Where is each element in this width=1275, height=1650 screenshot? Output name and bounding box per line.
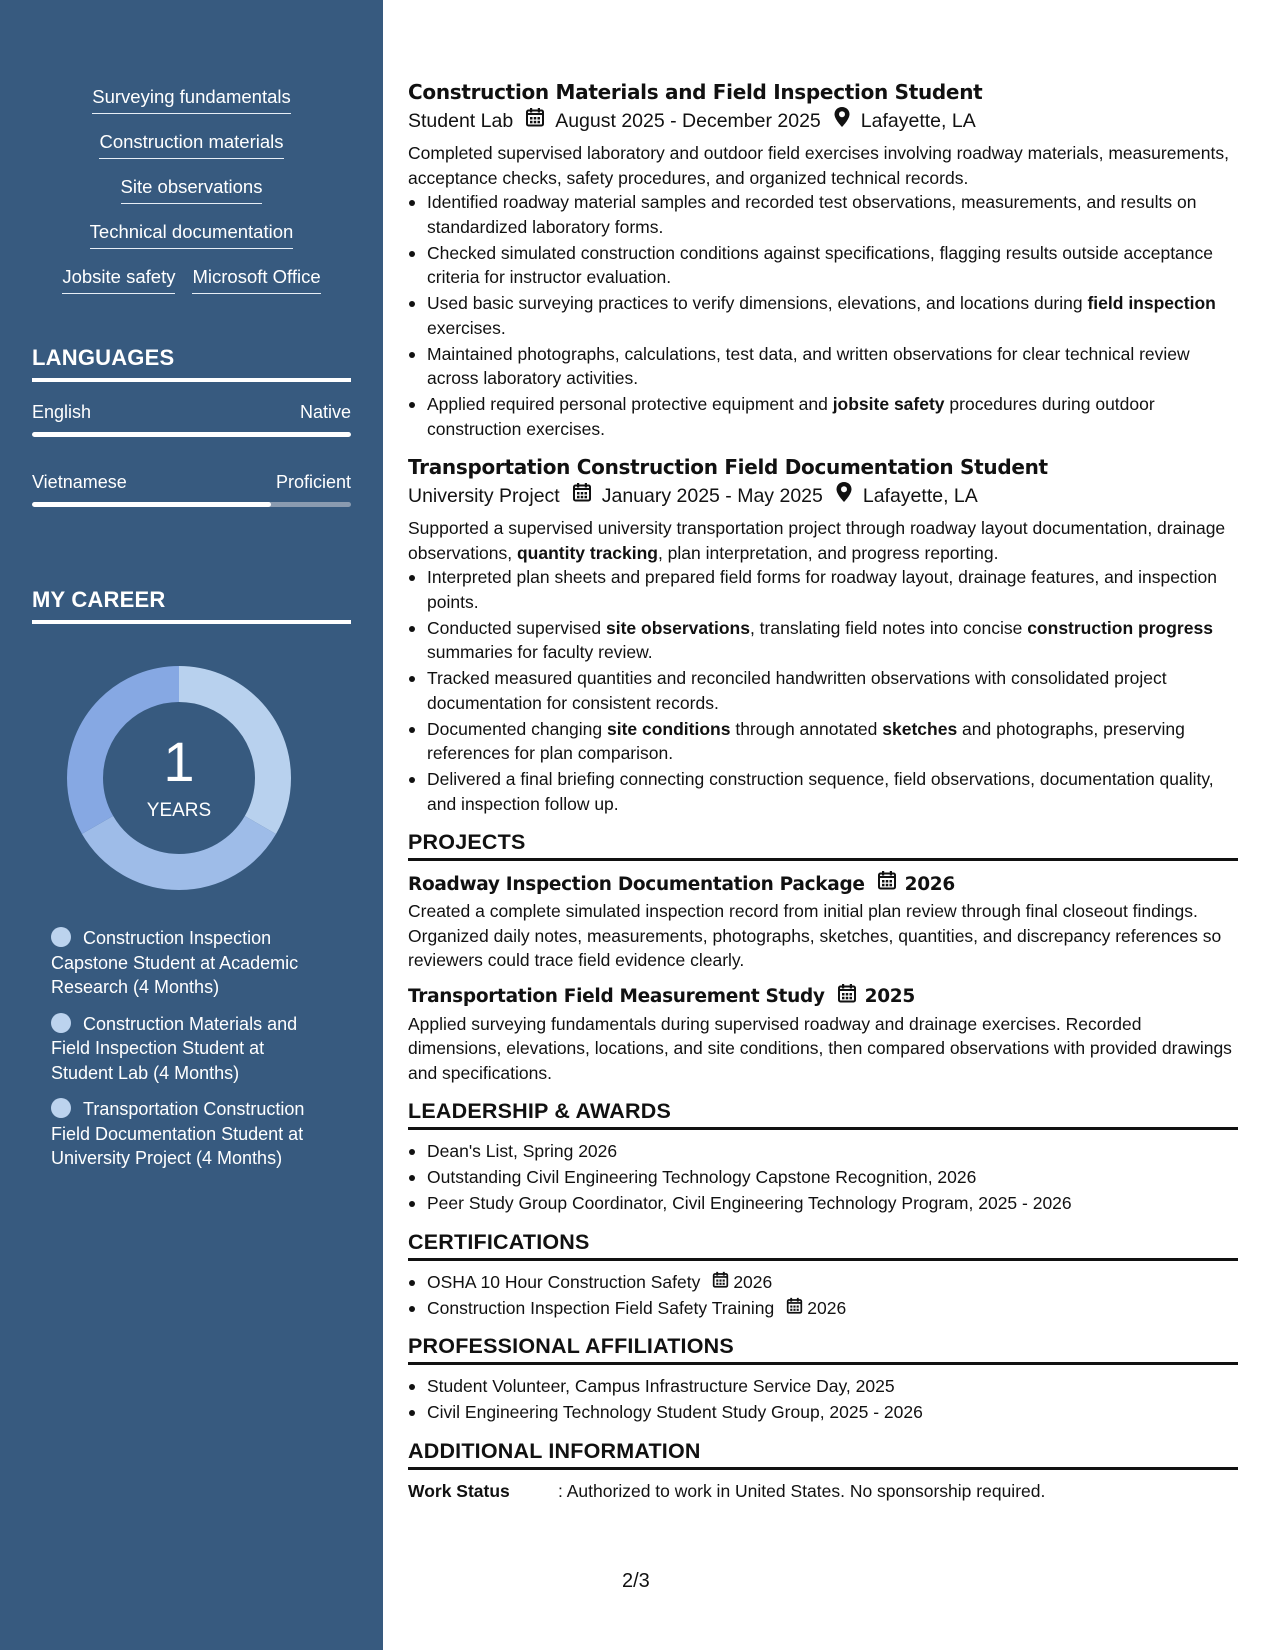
career-years-number: 1 — [163, 730, 195, 793]
affiliation-item: Student Volunteer, Campus Infrastructure Service Day, 2025 — [408, 1374, 1238, 1399]
certifications-section — [408, 1230, 1238, 1321]
sidebar — [0, 0, 383, 1650]
career-list — [51, 926, 331, 1183]
job-dates: January 2025 - May 2025 — [601, 485, 823, 507]
main-content — [408, 78, 1238, 1503]
job-bullets — [408, 190, 1238, 441]
project-title: Roadway Inspection Documentation Package — [408, 873, 865, 895]
job-bullet: Used basic surveying practices to verify dimensions, elevations, and locations during field inspection exercises. — [408, 291, 1238, 340]
skills-row — [32, 176, 351, 221]
calendar-icon — [877, 870, 897, 899]
skill-tag: Technical documentation — [90, 221, 294, 249]
project-description: Created a complete simulated inspection record from initial plan review through final closeout findings. Organized daily notes, measurements, photographs, sketches, quantities, and discrepancy references so reviewers could trace field evidence clearly. — [408, 901, 1222, 970]
languages-heading: LANGUAGES — [32, 345, 351, 382]
project-year: 2026 — [904, 873, 955, 895]
job-bullet: Conducted supervised site observations, translating field notes into concise construction progress summaries for faculty review. — [408, 616, 1238, 665]
projects-heading: PROJECTS — [408, 830, 1238, 861]
affiliations-section — [408, 1334, 1238, 1425]
career-item: Construction Inspection Capstone Student at Academic Research (4 Months) — [51, 928, 299, 997]
location-pin-icon — [833, 106, 851, 136]
location-pin-icon — [835, 481, 853, 511]
language-english — [32, 402, 351, 437]
additional-section — [408, 1439, 1238, 1503]
skills-row — [32, 131, 351, 176]
project-year: 2025 — [864, 986, 915, 1007]
leadership-item: Peer Study Group Coordinator, Civil Engineering Technology Program, 2025 - 2026 — [408, 1191, 1238, 1216]
project-entry — [408, 983, 1238, 1086]
job-meta — [408, 106, 1238, 136]
job-org: Student Lab — [408, 110, 514, 132]
certification-item — [408, 1296, 1238, 1321]
language-name: Vietnamese — [32, 472, 127, 492]
job-location: Lafayette, LA — [860, 110, 976, 132]
skills-row — [32, 266, 351, 311]
job-bullet: Tracked measured quantities and reconciled handwritten observations with consolidated project documentation for consistent records. — [408, 666, 1238, 715]
job-dates: August 2025 - December 2025 — [555, 110, 821, 132]
skill-tag: Construction materials — [99, 131, 283, 159]
project-title: Transportation Field Measurement Study — [408, 986, 825, 1007]
certification-year: 2026 — [807, 1297, 847, 1318]
leadership-item: Outstanding Civil Engineering Technology Capstone Recognition, 2026 — [408, 1165, 1238, 1190]
skill-tag: Jobsite safety — [62, 266, 175, 294]
career-heading: MY CAREER — [32, 587, 351, 624]
job-summary: Completed supervised laboratory and outdoor field exercises involving roadway materials, measurements, acceptance checks, safety procedures, and organized technical records. — [408, 143, 1229, 188]
leadership-heading: LEADERSHIP & AWARDS — [408, 1099, 1238, 1130]
job-org: University Project — [408, 485, 560, 507]
affiliations-heading: PROFESSIONAL AFFILIATIONS — [408, 1334, 1238, 1365]
job-bullet: Delivered a final briefing connecting construction sequence, field observations, documentation quality, and inspection follow up. — [408, 767, 1238, 816]
job-location: Lafayette, LA — [862, 485, 978, 507]
job-meta — [408, 481, 1238, 511]
skills-list — [32, 86, 351, 311]
page-number: 2/3 — [622, 1570, 650, 1592]
additional-heading: ADDITIONAL INFORMATION — [408, 1439, 1238, 1470]
leadership-list — [408, 1139, 1238, 1216]
certification-year: 2026 — [733, 1271, 773, 1292]
work-status-row — [408, 1479, 1238, 1503]
projects-section — [408, 830, 1238, 1085]
bullet-dot-icon — [51, 927, 71, 947]
language-name: English — [32, 402, 92, 422]
certification-item — [408, 1270, 1238, 1295]
work-status-value: : Authorized to work in United States. No sponsorship required. — [558, 1480, 1046, 1501]
certification-name: Construction Inspection Field Safety Training — [427, 1297, 775, 1318]
language-level: Native — [299, 402, 351, 422]
skills-row — [32, 221, 351, 266]
work-status-label: Work Status — [408, 1480, 510, 1501]
calendar-icon — [712, 1270, 729, 1295]
leadership-section — [408, 1099, 1238, 1216]
experience-entry — [408, 453, 1238, 816]
job-bullets — [408, 565, 1238, 816]
career-item: Construction Materials and Field Inspection Student at Student Lab (4 Months) — [51, 1013, 298, 1083]
job-title: Transportation Construction Field Documentation Student — [408, 455, 1048, 479]
career-donut — [67, 666, 291, 890]
language-bar — [32, 432, 351, 437]
bullet-dot-icon — [51, 1013, 71, 1033]
skill-tag: Surveying fundamentals — [92, 86, 290, 114]
job-bullet: Applied required personal protective equipment and jobsite safety procedures during outdoor construction exercises. — [408, 392, 1238, 441]
career-item: Transportation Construction Field Documentation Student at University Project (4 Months) — [51, 1099, 305, 1168]
project-entry — [408, 870, 1238, 973]
calendar-icon — [525, 107, 545, 135]
certifications-heading: CERTIFICATIONS — [408, 1230, 1238, 1261]
experience-entry — [408, 78, 1238, 441]
job-bullet: Checked simulated construction conditions against specifications, flagging results outside acceptance criteria for instructor evaluation. — [408, 241, 1238, 290]
leadership-item: Dean's List, Spring 2026 — [408, 1139, 1238, 1164]
certifications-list — [408, 1270, 1238, 1321]
job-bullet: Maintained photographs, calculations, test data, and written observations for clear technical review across laboratory activities. — [408, 342, 1238, 391]
certification-name: OSHA 10 Hour Construction Safety — [427, 1271, 701, 1292]
project-description: Applied surveying fundamentals during supervised roadway and drainage exercises. Recorded dimensions, elevations, locations, and site conditions, then compared observations with provided drawings and specifications. — [408, 1013, 1232, 1083]
calendar-icon — [837, 983, 857, 1012]
language-bar-fill — [32, 432, 351, 437]
bullet-dot-icon — [51, 1098, 71, 1118]
job-summary: Supported a supervised university transportation project through roadway layout documentation, drainage observations, quantity tracking, plan interpretation, and progress reporting. — [408, 518, 1226, 563]
job-bullet: Documented changing site conditions through annotated sketches and photographs, preserving references for plan comparison. — [408, 717, 1238, 766]
skill-tag: Site observations — [121, 176, 263, 204]
skill-tag: Microsoft Office — [192, 266, 320, 294]
job-bullet: Identified roadway material samples and recorded test observations, measurements, and results on standardized laboratory forms. — [408, 190, 1238, 239]
job-title: Construction Materials and Field Inspection Student — [408, 80, 983, 104]
language-bar-fill — [32, 502, 271, 507]
language-bar — [32, 502, 351, 507]
calendar-icon — [786, 1296, 803, 1321]
job-bullet: Interpreted plan sheets and prepared field forms for roadway layout, drainage features, and inspection points. — [408, 565, 1238, 614]
language-vietnamese — [32, 472, 351, 507]
language-level: Proficient — [275, 472, 351, 492]
calendar-icon — [572, 482, 592, 510]
affiliations-list — [408, 1374, 1238, 1425]
career-years-unit: YEARS — [146, 800, 212, 821]
skills-row — [32, 86, 351, 131]
affiliation-item: Civil Engineering Technology Student Study Group, 2025 - 2026 — [408, 1400, 1238, 1425]
